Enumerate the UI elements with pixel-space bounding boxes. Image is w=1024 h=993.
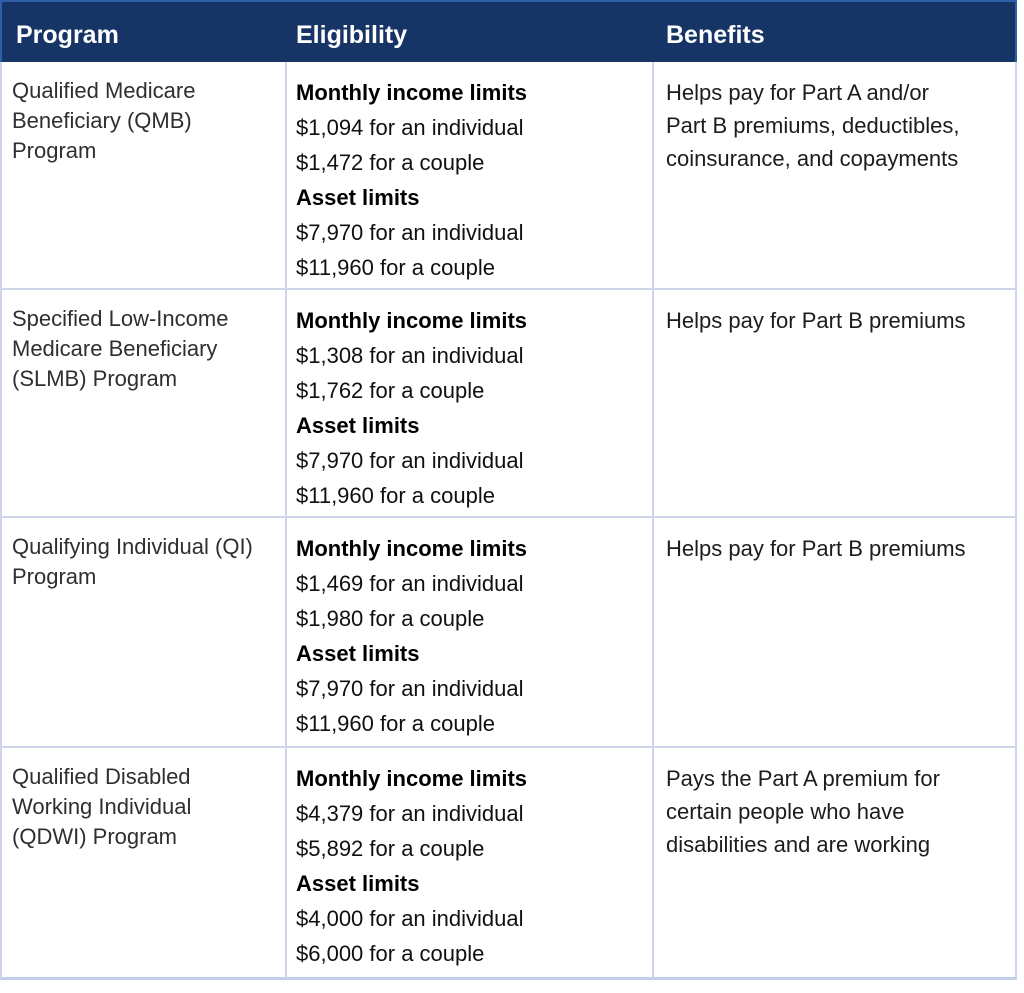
benefits-description: Helps pay for Part B premiums bbox=[654, 290, 1017, 518]
asset-limits-label: Asset limits bbox=[296, 185, 420, 210]
income-limits-label: Monthly income limits bbox=[296, 536, 528, 561]
program-name: Specified Low-Income Medicare Beneficiary (SLMB) Program bbox=[0, 290, 287, 518]
income-limits-label: Monthly income limits bbox=[296, 80, 528, 105]
cell-eligibility bbox=[287, 290, 654, 518]
income-limits-label: Monthly income limits bbox=[296, 766, 528, 791]
income-individual-value: $1,308 for an individual bbox=[296, 343, 524, 368]
asset-individual-value: $7,970 for an individual bbox=[296, 220, 524, 245]
asset-limits-label: Asset limits bbox=[296, 641, 420, 666]
benefits-description: Helps pay for Part A and/or Part B premiums, deductibles, coinsurance, and copayments bbox=[654, 62, 1017, 290]
asset-individual-value: $4,000 for an individual bbox=[296, 906, 524, 931]
column-header-program: Program bbox=[0, 0, 287, 62]
income-couple-value: $5,892 for a couple bbox=[296, 836, 485, 861]
income-individual-value: $1,469 for an individual bbox=[296, 571, 524, 596]
income-individual-value: $4,379 for an individual bbox=[296, 801, 524, 826]
asset-limits-label: Asset limits bbox=[296, 871, 420, 896]
income-limits-label: Monthly income limits bbox=[296, 308, 528, 333]
income-couple-value: $1,980 for a couple bbox=[296, 606, 485, 631]
table-header-row bbox=[0, 0, 1017, 62]
income-individual-value: $1,094 for an individual bbox=[296, 115, 524, 140]
program-name: Qualified Disabled Working Individual (QDWI) Program bbox=[0, 748, 287, 980]
program-name: Qualified Medicare Beneficiary (QMB) Program bbox=[0, 62, 287, 290]
table-row bbox=[0, 748, 1017, 980]
asset-limits-label: Asset limits bbox=[296, 413, 420, 438]
benefits-description: Pays the Part A premium for certain people who have disabilities and are working bbox=[654, 748, 1017, 980]
table-row bbox=[0, 518, 1017, 748]
asset-couple-value: $11,960 for a couple bbox=[296, 711, 495, 736]
asset-couple-value: $11,960 for a couple bbox=[296, 483, 495, 508]
table-row bbox=[0, 62, 1017, 290]
column-header-eligibility: Eligibility bbox=[287, 0, 654, 62]
income-couple-value: $1,762 for a couple bbox=[296, 378, 485, 403]
cell-eligibility bbox=[287, 748, 654, 980]
benefits-description: Helps pay for Part B premiums bbox=[654, 518, 1017, 748]
asset-individual-value: $7,970 for an individual bbox=[296, 676, 524, 701]
income-couple-value: $1,472 for a couple bbox=[296, 150, 485, 175]
table-row bbox=[0, 290, 1017, 518]
program-name: Qualifying Individual (QI) Program bbox=[0, 518, 287, 748]
cell-eligibility bbox=[287, 62, 654, 290]
asset-couple-value: $11,960 for a couple bbox=[296, 255, 495, 280]
column-header-benefits: Benefits bbox=[654, 0, 1017, 62]
asset-individual-value: $7,970 for an individual bbox=[296, 448, 524, 473]
cell-eligibility bbox=[287, 518, 654, 748]
asset-couple-value: $6,000 for a couple bbox=[296, 941, 485, 966]
